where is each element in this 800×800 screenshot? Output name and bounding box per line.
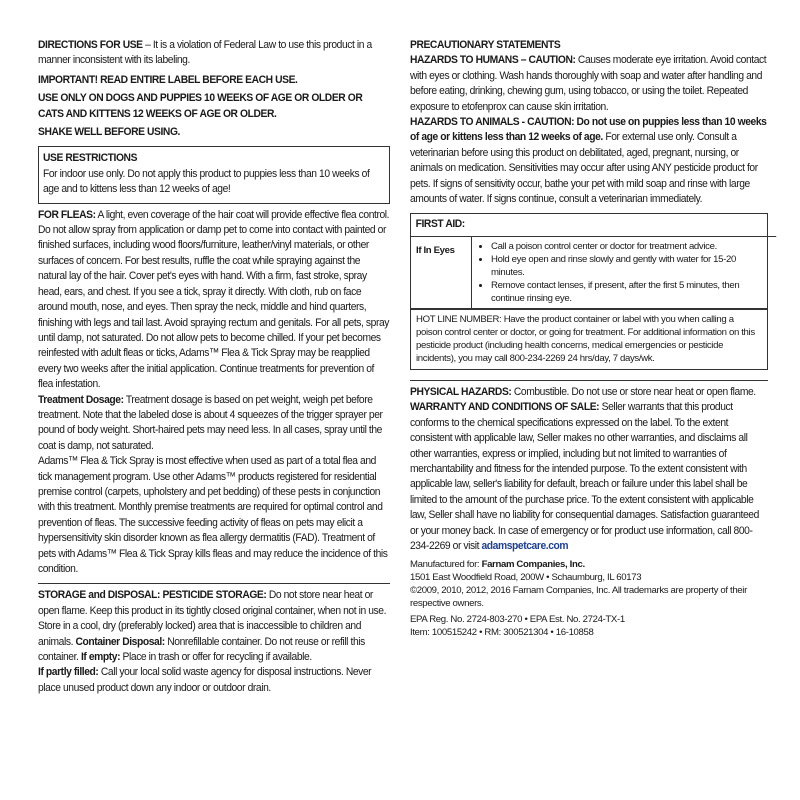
animals-heading: HAZARDS TO ANIMALS - CAUTION: Do not use on puppies less than 10 weeks of age or kittens less than 12 weeks of age. <box>410 116 767 144</box>
eye-step: • Hold eye open and rinse slowly and gently with water for 15-20 minutes. <box>491 253 762 279</box>
eye-step: • Remove contact lenses, if present, after the first 5 minutes, then continue rinsing eye. <box>491 279 762 305</box>
epa-line: EPA Reg. No. 2724-803-270 • EPA Est. No. 2724-TX-1 <box>410 614 625 626</box>
directions-text: – It is a violation of Federal Law to use this product in a manner inconsistent with its labeling. <box>38 39 372 67</box>
first-aid-box <box>410 213 768 369</box>
fleas-heading: FOR FLEAS: <box>38 208 96 221</box>
partly-filled-paragraph <box>38 665 390 696</box>
physical-text: Combustible. Do not use or store near heat or open flame. <box>511 385 756 398</box>
animals-text: For external use only. Consult a veterinarian before using this product on debilitated, aged, pregnant, nursing, or animals on medication. Sensitivities may occur after using ANY pesticide product for pets. If signs of sensitivity occur, bathe your pet with mild soap and rinse with large amounts of water. If signs continue, consult a veterinarian immediately. <box>410 131 758 206</box>
warranty-text: Seller warrants that this product conforms to the chemical specifications expressed on the label. To the extent consistent with applicable law, Seller makes no other warranties, and disclaims all other warranties, express or implied, including but not limited to warranties of merchantability and fitness for the intended purpose. To the extent consistent with applicable law, seller's liability for default, breach or failure under this label shall be limited to the amount of the purchase price. To the extent consistent with applicable law, Seller shall have no liability for consequential damages. Satisfaction guaranteed or your money back. In case of emergency or for product use information, call 800-234-2269 or visit <box>410 401 759 552</box>
storage-heading: STORAGE and DISPOSAL: PESTICIDE STORAGE: <box>38 589 267 602</box>
humans-text: Causes moderate eye irritation. Avoid contact with eyes or clothing. Wash hands thoroughly with soap and water after handling and before eating, drinking, chewing gum, using tobacco, or using the toilet. Repeated exposure to etofenprox can cause skin irritation. <box>410 54 767 113</box>
item-line: Item: 100515242 • RM: 300521304 • 16-10858 <box>410 627 594 639</box>
dosage-text: Treatment dosage is based on pet weight, weigh pet before treatment. Note that the labeled dose is about 4 squeezes of the trigger sprayer per pound of body weight. Short-haired pets may need less. In all cases, spray until the coat is damp, not saturated. <box>38 393 383 452</box>
humans-paragraph <box>410 53 768 115</box>
warranty-paragraph <box>410 400 768 554</box>
company-name: Farnam Companies, Inc. <box>481 559 585 571</box>
manufacturer-info <box>410 558 768 639</box>
if-empty-text: Place in trash or offer for recycling if available. <box>120 651 312 664</box>
directions-paragraph <box>38 38 390 69</box>
use-restrictions-text: For indoor use only. Do not apply this product to puppies less than 10 weeks of age and to kittens less than 12 weeks of age! <box>43 167 370 196</box>
animals-paragraph <box>410 115 768 207</box>
eye-steps-list <box>477 240 762 305</box>
use-only-notice: USE ONLY ON DOGS AND PUPPIES 10 WEEKS OF AGE OR OLDER OR CATS AND KITTENS 12 WEEKS OF AGE OR OLDER. <box>38 92 363 120</box>
eye-step: • Call a poison control center or doctor for treatment advice. <box>491 240 762 253</box>
directions-heading: DIRECTIONS FOR USE <box>38 39 143 51</box>
partly-filled-heading: If partly filled: <box>38 666 99 679</box>
physical-warranty-section <box>410 380 768 554</box>
manufactured-for-line <box>410 558 768 571</box>
left-column <box>38 38 390 696</box>
storage-paragraph <box>38 588 390 665</box>
first-aid-row <box>411 237 767 309</box>
first-aid-heading: FIRST AID: <box>411 214 776 236</box>
precautionary-heading: PRECAUTIONARY STATEMENTS <box>410 39 561 51</box>
if-in-eyes-cell <box>411 237 472 309</box>
shake-notice: SHAKE WELL BEFORE USING. <box>38 126 180 139</box>
humans-heading: HAZARDS TO HUMANS – CAUTION: <box>410 54 576 67</box>
use-restrictions-box <box>38 146 390 203</box>
partly-filled-text: Call your local solid waste agency for disposal instructions. Never place unused product down any indoor or outdoor drain. <box>38 666 372 694</box>
right-column <box>410 38 768 639</box>
if-empty-heading: If empty: <box>78 651 121 664</box>
address-line: 1501 East Woodfield Road, 200W • Schaumburg, IL 60173 <box>410 572 642 584</box>
website-link[interactable]: adamspetcare.com <box>481 539 569 552</box>
copyright-line: ©2009, 2010, 2012, 2016 Farnam Companies, Inc. All trademarks are property of their respective owners. <box>410 585 747 610</box>
warranty-heading: WARRANTY AND CONDITIONS OF SALE: <box>410 401 600 414</box>
container-disposal-heading: Container Disposal: <box>73 635 165 648</box>
container-disposal-text: Nonrefillable container. Do not reuse or refill this container. <box>38 635 365 664</box>
adams-paragraph: Adams™ Flea & Tick Spray is most effective when used as part of a total flea and tick management program. Use other Adams™ products registered for residential premise control (carpets, upholstery and pet bedding) of these pests in conjunction with this treatment. Monthly premise treatments are required for optimal control and prevention of fleas. The successive feeding activity of fleas on pets may elicit a hypersensitivity skin disorder known as flea allergy dermatitis (FAD). Treatment of pets with Adams™ Flea & Tick Spray kills fleas and may reduce the incidence of this condition. <box>38 455 388 575</box>
fleas-paragraph <box>38 208 390 393</box>
use-restrictions-heading: USE RESTRICTIONS <box>43 152 138 165</box>
physical-paragraph <box>410 385 768 400</box>
dosage-heading: Treatment Dosage: <box>38 393 124 406</box>
eye-steps-cell <box>472 237 768 309</box>
dosage-paragraph <box>38 393 390 455</box>
first-aid-table <box>411 237 767 309</box>
storage-section <box>38 583 390 696</box>
important-notice: IMPORTANT! READ ENTIRE LABEL BEFORE EACH USE. <box>38 73 298 86</box>
if-in-eyes-label: If In Eyes <box>416 244 455 256</box>
hotline-text: HOT LINE NUMBER: Have the product container or label with you when calling a poison control center or doctor, or going for treatment. For additional information on this pesticide product (including health concerns, medical emergencies or pesticide incidents), you may call 800-234-2269 24 hrs/day, 7 days/wk. <box>411 309 767 369</box>
storage-text: Do not store near heat or open flame. Keep this product in its tightly closed original container, when not in use. Store in a cool, dry (preferably locked) area that is inaccessible to children and animals. <box>38 589 387 648</box>
manufactured-for-label: Manufactured for: <box>410 559 482 571</box>
fleas-text: A light, even coverage of the hair coat will provide effective flea control. Do not allow spray from application or damp pet to come into contact with painted or finished surfaces, including wood floors/furniture, leather/vinyl materials, or other surfaces of concern. For best results, ruffle the coat while spraying against the natural lay of the hair. Cover pet's eyes with hand. With a firm, fast stroke, spray head, ears, and chest. If you see a tick, spray it directly. With cloth, rub on face around mouth, nose, and eyes. Then spray the neck, middle and hind quarters, finishing with legs and tail last. Avoid spraying rectum and genitals. For all pets, spray until damp, not saturated. Do not allow pets to become chilled. If your pet becomes reinfested with adult fleas or ticks, Adams™ Flea & Tick Spray may be reapplied every two weeks after the initial application. Continue treatments for prevention of flea infestation. <box>38 208 390 391</box>
physical-heading: PHYSICAL HAZARDS: <box>410 385 512 398</box>
